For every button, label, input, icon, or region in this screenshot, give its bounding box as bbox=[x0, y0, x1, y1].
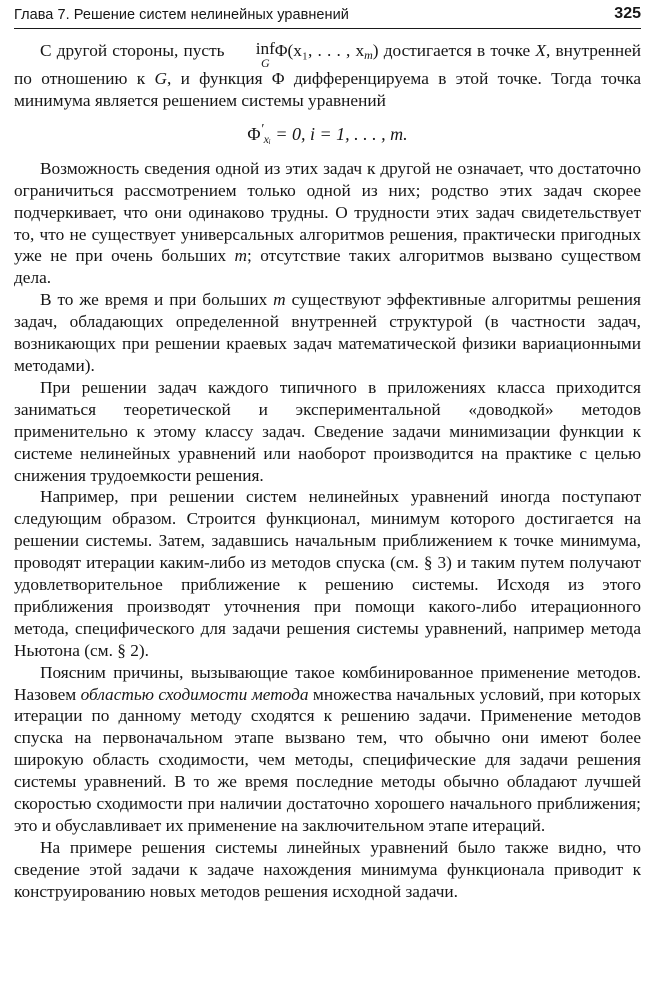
running-head bbox=[14, 2, 641, 29]
defined-term: областью сходимости метода bbox=[80, 684, 309, 704]
paragraph-7: На примере решения системы линейных уравнений было также видно, что сведение этой задачи к задаче нахождения минимума функционала приводит к конструированию новых методов решения исходной задачи. bbox=[14, 837, 641, 901]
paragraph-2: Возможность сведения одной из этих задач к другой не означает, что достаточно ограничиться рассмотрением только одной из них; родство этих задач скорее подчеркивает, что они одинаково трудны. О трудности этих задач свидетельствует то, что не существует универсальных алгоритмов решения, практически пригодных уже не при очень больших m; отсутствие таких алгоритмов вызвано существом дела. bbox=[14, 158, 641, 288]
paragraph-1: С другой стороны, пусть inf G Φ(x₁, . . . , $x_m$) достигается в точке X, внутренней по отношению к G, и функция Φ дифференцируема в этой точке. Тогда точка минимума является решением системы уравнений bbox=[14, 39, 641, 110]
paragraph-4: При решении задач каждого типичного в приложениях класса приходится заниматься теоретической и экспериментальной «доводкой» методов применительно к этому классу задач. Сведение задачи минимизации функции к системе нелинейных уравнений или наоборот производится на практике с целью снижения трудоемкости решения. bbox=[14, 377, 641, 485]
paragraph-5: Например, при решении систем нелинейных уравнений иногда поступают следующим образом. Строится функционал, минимум которого достигается на решении системы. Затем, задавшись начальным приближением к точке минимума, проводят итерации каким-либо из методов спуска (см. § 3) и таким путем получают удовлетворительное приближение к решению системы. Исходя из этого приближения производят уточнения при помощи какого-либо итерационного метода, специфического для задачи решения системы уравнений, например метода Ньютона (см. § 2). bbox=[14, 487, 641, 660]
display-equation: $\Phi'_{xᵢ} = 0$, i = 1, . . . , m. bbox=[247, 121, 408, 146]
body-text bbox=[14, 40, 641, 903]
running-title: Глава 7. Решение систем нелинейных уравнений bbox=[14, 7, 349, 23]
paragraph-6: Поясним причины, вызывающие такое комбинированное применение методов. Назовем областью сходимости метода множества начальных условий, при которых итерации по данному методу сходятся к решению задачи. Применение методов спуска на первоначальном этапе вызвано тем, что обычно они имеют более широкую область сходимости, чем методы, специфические для задачи решения системы уравнений. В то же время последние методы обычно обладают лучшей скоростью сходимости при наличии достаточно хорошего начального приближения; это и обуславливает их применение на заключительном этапе итераций. bbox=[14, 662, 641, 835]
page-number: 325 bbox=[614, 5, 641, 22]
paragraph-3: В то же время и при больших m существуют эффективные алгоритмы решения задач, обладающих определенной внутренней структурой (в частности задач, возникающих при решении краевых задач математической физики вариационными методами). bbox=[14, 290, 642, 375]
inf-operator: inf G bbox=[255, 39, 275, 70]
